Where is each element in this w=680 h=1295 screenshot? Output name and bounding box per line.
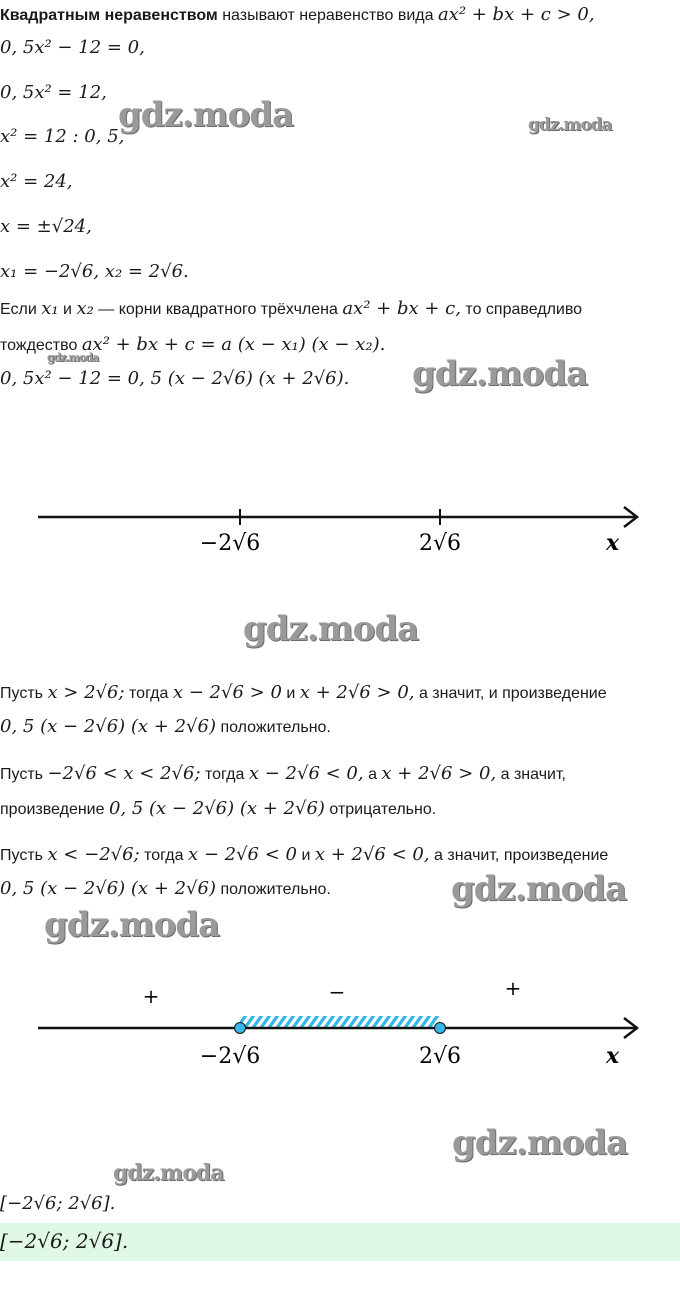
watermark: gdz.moda [47,351,99,364]
point-label-left: −2√6 [199,1044,261,1069]
identity-text: тождество [0,337,78,354]
factor-2: x + 2√6 > 0, [299,682,415,703]
watermark: gdz.moda [44,905,220,945]
factor-1: x − 2√6 < 0, [248,763,364,784]
point-label-right: 2√6 [418,1044,462,1069]
identity-text: и [63,301,72,318]
watermark: gdz.moda [113,1160,224,1186]
case-conclusion: положительно. [220,881,331,898]
closed-point-left [235,1023,246,1034]
watermark: gdz.moda [118,95,294,135]
step-3: x² = 12 : 0, 5, [0,126,125,147]
product-expression: 0, 5 (x − 2√6) (x + 2√6) [0,878,216,899]
result-interval: [−2√6; 2√6]. [0,1193,116,1214]
case-1-line-2 [0,716,331,739]
product-expression: 0, 5 (x − 2√6) (x + 2√6) [0,716,216,737]
sign-minus-middle: − [328,980,346,1004]
step-2: 0, 5x² = 12, [0,82,107,103]
case-text: а значит, и произведение [418,685,607,702]
identity-text: — корни квадратного трёхчлена [98,301,338,318]
intro-line [0,4,595,27]
step-4: x² = 24, [0,171,73,192]
intro-text: называют неравенство вида [222,7,434,24]
shaded-interval [240,1016,440,1028]
answer-interval: [−2√6; 2√6]. [0,1229,129,1253]
case-text: произведение [0,801,105,818]
step-1: 0, 5x² − 12 = 0, [0,37,145,58]
case-text: а значит, [500,766,566,783]
step-6: x₁ = −2√6, x₂ = 2√6. [0,261,189,282]
watermark: gdz.moda [452,1123,628,1163]
inequality-form: ax² + bx + c > 0, [437,4,595,25]
factored-expression: 0, 5x² − 12 = 0, 5 (x − 2√6) (x + 2√6). [0,368,350,389]
factor-2: x + 2√6 > 0, [381,763,497,784]
trinomial: ax² + bx + c, [342,298,461,319]
identity-text: то справедливо [465,301,583,318]
identity-text: Если [0,301,37,318]
step-5: x = ±√24, [0,216,92,237]
identity-formula: ax² + bx + c = a (x − x₁) (x − x₂). [81,334,386,355]
case-text: тогда [129,685,169,702]
case-condition: −2√6 < x < 2√6; [47,763,201,784]
case-text: и [286,685,296,702]
case-1-line-1 [0,682,607,705]
case-text: а [368,766,377,783]
case-text: тогда [144,847,184,864]
case-text: тогда [205,766,245,783]
closed-point-right [435,1023,446,1034]
term-bold: Квадратным неравенством [0,7,218,24]
number-line-2 [0,975,680,1085]
root-x2: x₂ [76,298,94,319]
point-label-right: 2√6 [418,531,462,556]
case-condition: x < −2√6; [47,844,140,865]
case-3-line-1 [0,844,608,867]
sign-plus-left: + [142,984,160,1008]
watermark: gdz.moda [243,609,419,649]
axis-label-x: x [606,1043,620,1069]
product-expression: 0, 5 (x − 2√6) (x + 2√6) [108,798,325,819]
factor-1: x − 2√6 > 0 [172,682,282,703]
factor-1: x − 2√6 < 0 [187,844,297,865]
case-3-line-2 [0,878,331,901]
axis-label-x: x [606,530,620,556]
point-label-left: −2√6 [199,531,261,556]
case-text: а значит, произведение [434,847,609,864]
number-line-1 [0,500,680,580]
root-x1: x₁ [41,298,59,319]
sign-plus-right: + [504,976,522,1000]
case-conclusion: отрицательно. [329,801,437,818]
case-text: Пусть [0,685,43,702]
case-2-line-1 [0,763,566,786]
case-text: Пусть [0,847,43,864]
watermark: gdz.moda [412,354,588,394]
case-text: Пусть [0,766,43,783]
case-2-line-2 [0,798,436,821]
watermark: gdz.moda [451,869,627,909]
watermark: gdz.moda [528,115,612,135]
case-condition: x > 2√6; [47,682,125,703]
factor-2: x + 2√6 < 0, [314,844,430,865]
case-conclusion: положительно. [220,719,331,736]
case-text: и [301,847,311,864]
identity-line-1 [0,298,582,321]
